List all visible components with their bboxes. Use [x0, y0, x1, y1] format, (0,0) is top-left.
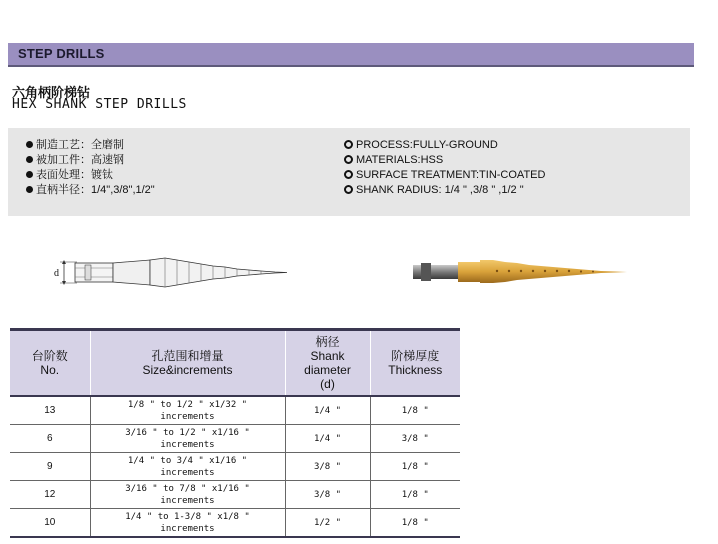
spec-item-cn: 表面处理：镀钛: [26, 168, 155, 183]
step-drill-drawing: [55, 250, 305, 295]
cell-size: 1/4 " to 3/4 " x1/16 " increments: [90, 453, 285, 481]
cell-size: 3/16 " to 7/8 " x1/16 " increments: [90, 481, 285, 509]
spec-item-cn: 制造工艺：全磨制: [26, 138, 155, 153]
ring-bullet-icon: [344, 140, 353, 149]
column-header-size: 孔范围和增量 Size&increments: [90, 330, 285, 397]
product-title-cn: 六角柄阶梯钻: [12, 85, 91, 100]
cell-thickness: 3/8 ": [370, 425, 460, 453]
spec-box: [8, 128, 690, 216]
spec-item-en: SHANK RADIUS: 1/4 " ,3/8 " ,1/2 ": [344, 183, 545, 198]
cell-thickness: 1/8 ": [370, 396, 460, 425]
table-row: [10, 481, 460, 509]
cell-shank: 3/8 ": [285, 481, 370, 509]
spec-item-en: PROCESS:FULLY-GROUND: [344, 138, 545, 153]
ring-bullet-icon: [344, 185, 353, 194]
ring-bullet-icon: [344, 155, 353, 164]
table-header-row: [10, 330, 460, 397]
bullet-icon: [26, 141, 33, 148]
cell-no: 12: [10, 481, 90, 509]
cell-shank: 1/4 ": [285, 396, 370, 425]
bullet-icon: [26, 156, 33, 163]
product-title-en: HEX SHANK STEP DRILLS: [12, 97, 187, 112]
cell-thickness: 1/8 ": [370, 481, 460, 509]
cell-shank: 1/2 ": [285, 509, 370, 538]
cell-size: 3/16 " to 1/2 " x1/16 " increments: [90, 425, 285, 453]
cell-no: 9: [10, 453, 90, 481]
cell-size: 1/4 " to 1-3/8 " x1/8 " increments: [90, 509, 285, 538]
cell-no: 10: [10, 509, 90, 538]
spec-item-en: SURFACE TREATMENT:TIN-COATED: [344, 168, 545, 183]
column-header-thickness: 阶梯厚度 Thickness: [370, 330, 460, 397]
table-row: [10, 396, 460, 425]
spec-table: [10, 328, 460, 538]
section-header-bar: [8, 43, 694, 67]
spec-list-cn: [26, 138, 155, 198]
spec-item-cn: 被加工件：高速钢: [26, 153, 155, 168]
cell-shank: 3/8 ": [285, 453, 370, 481]
cell-thickness: 1/8 ": [370, 453, 460, 481]
cell-thickness: 1/8 ": [370, 509, 460, 538]
spec-list-en: [344, 138, 545, 198]
step-drill-photo: [405, 254, 635, 289]
dimension-label: d: [54, 268, 59, 279]
bullet-icon: [26, 186, 33, 193]
cell-size: 1/8 " to 1/2 " x1/32 " increments: [90, 396, 285, 425]
column-header-shank: 柄径 Shank diameter (d): [285, 330, 370, 397]
table-row: [10, 453, 460, 481]
section-title: STEP DRILLS: [18, 46, 105, 61]
cell-no: 13: [10, 396, 90, 425]
spec-item-en: MATERIALS:HSS: [344, 153, 545, 168]
cell-shank: 1/4 ": [285, 425, 370, 453]
table-row: [10, 509, 460, 538]
table-row: [10, 425, 460, 453]
bullet-icon: [26, 171, 33, 178]
ring-bullet-icon: [344, 170, 353, 179]
spec-item-cn: 直柄半径：1/4",3/8",1/2": [26, 183, 155, 198]
column-header-no: 台阶数 No.: [10, 330, 90, 397]
cell-no: 6: [10, 425, 90, 453]
